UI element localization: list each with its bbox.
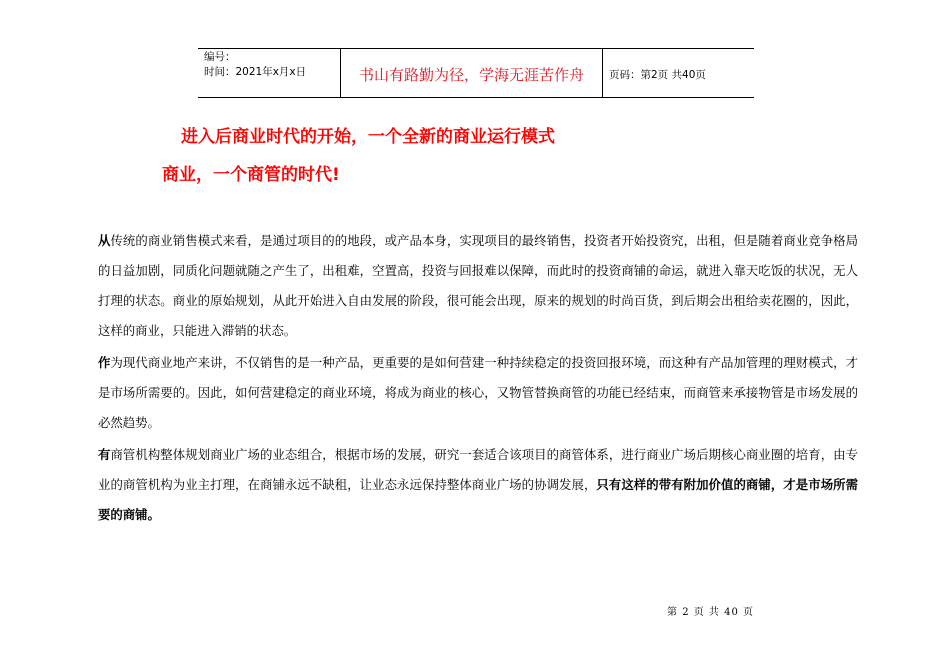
doc-date-label: 时间：2021年x月x日 [204, 66, 307, 78]
header-motto: 书山有路勤为径，学海无涯苦作舟 [341, 49, 603, 97]
header-meta-cell [198, 49, 341, 97]
paragraph-modern-real-estate [98, 348, 858, 438]
paragraph-traditional-model [98, 226, 858, 346]
paragraph-lead-char: 有 [98, 447, 111, 462]
headline-secondary: 商业，一个商管的时代! [162, 165, 340, 185]
headline-primary: 进入后商业时代的开始，一个全新的商业运行模式 [181, 127, 555, 147]
paragraph-text: 为现代商业地产来讲，不仅销售的是一种产品，更重要的是如何营建一种持续稳定的投资回报环境，而这种有产品加管理的理财模式，才是市场所需要的。因此，如何营建稳定的商业环境，将成为商业的核心，又物管替换商管的功能已经结束，而商管来承接物管是市场发展的必然趋势。 [98, 355, 859, 430]
doc-code-label: 编号： [204, 51, 236, 63]
document-body [98, 226, 858, 530]
paragraph-text: 传统的商业销售模式来看，是通过项目的的地段，或产品本身，实现项目的最终销售，投资者开始投资究，出租，但是随着商业竞争格局的日益加剧，同质化问题就随之产生了，出租难，空置高，投资与回报难以保障，而此时的投资商铺的命运，就进入靠天吃饭的状况，无人打理的状态。商业的原始规划，从此开始进入自由发展的阶段，很可能会出现，原来的规划的时尚百货，到后期会出租给卖花圈的，因此，这样的商业，只能进入滞销的状态。 [98, 233, 859, 338]
header-table [198, 48, 754, 98]
header-page-label: 页码：第2页 共40页 [609, 68, 706, 81]
paragraph-lead-char: 作 [98, 355, 111, 370]
paragraph-bold-conclusion: 只有这样的带有附加价值的商铺，才是市场所需要的商铺。 [98, 477, 859, 522]
paragraph-lead-char: 从 [98, 233, 111, 248]
page-footer: 第 2 页 共 40 页 [667, 607, 754, 618]
paragraph-commercial-management [98, 440, 858, 530]
paragraph-text: 商管机构整体规划商业广场的业态组合，根据市场的发展，研究一套适合该项目的商管体系，进行商业广场后期核心商业圈的培育，由专业的商管机构为业主打理，在商铺永远不缺租，让业态永远保持整体商业广场的协调发展， [98, 447, 859, 492]
